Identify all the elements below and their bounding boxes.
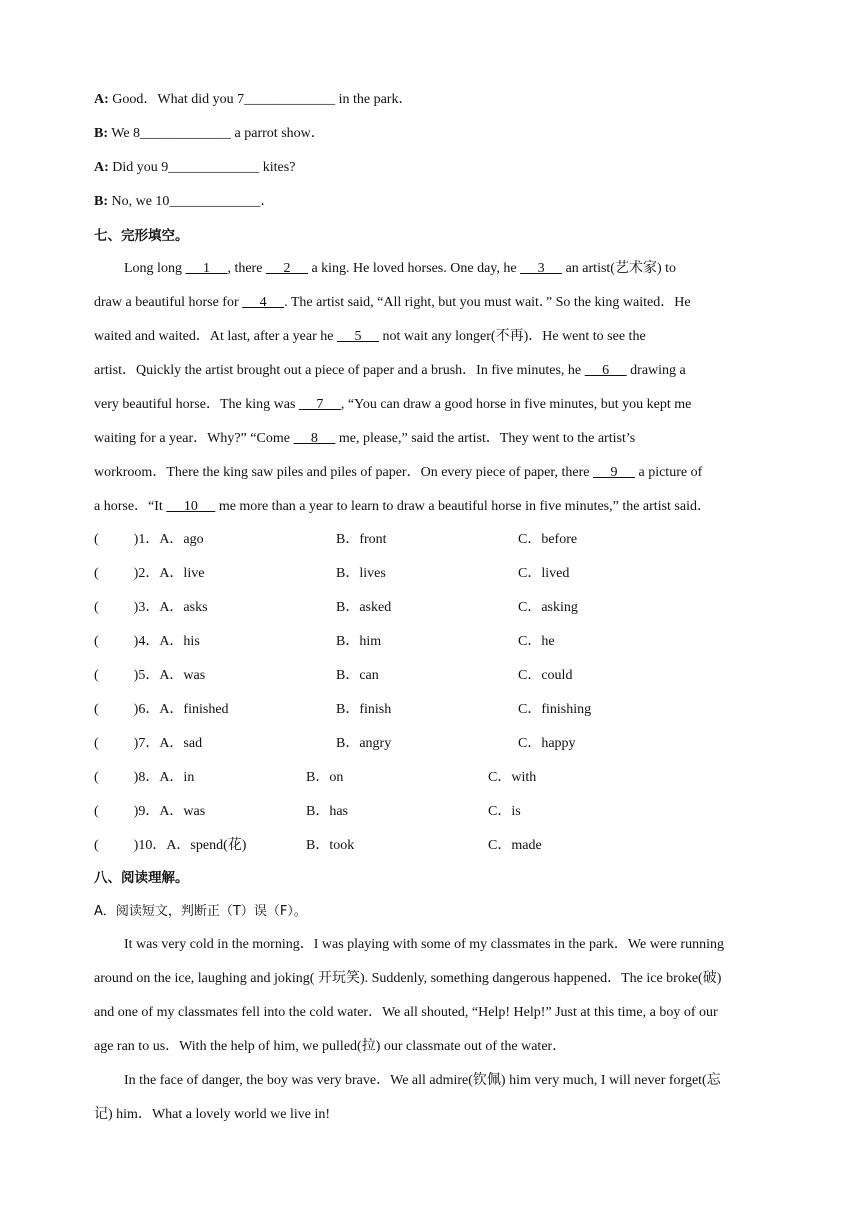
option-b: B．asked [336,600,392,615]
section-8-subtitle: A．阅读短文，判断正（T）误（F）。 [94,904,307,919]
question-number-and-option-a[interactable]: ( )3．A．asks [94,600,208,615]
cloze-passage-line [94,327,646,347]
option-c: C．with [488,770,537,785]
question-number-and-option-a[interactable]: ( )4．A．his [94,634,200,649]
option-c: C．could [518,668,573,683]
answer-blank[interactable]: 8 [293,431,336,446]
question-number-and-option-a[interactable]: ( )6．A．finished [94,702,229,717]
cloze-passage-line [94,395,691,415]
question-number-and-option-a[interactable]: ( )8．A．in [94,770,195,785]
dialogue-text: No, we 10_____________． [108,194,275,209]
option-c: C．is [488,804,521,819]
answer-blank[interactable]: 1 [185,261,228,276]
dialogue-text: Good．What did you 7_____________ in the park． [108,92,413,107]
option-b: B．finish [336,702,392,717]
passage-text: , there [227,261,266,276]
option-c: C．he [518,634,555,649]
passage-text: a horse．“It [94,499,167,514]
answer-blank[interactable]: 5 [336,329,379,344]
option-c: C．lived [518,566,570,581]
passage-text: drawing a [626,363,686,378]
cloze-passage-line [124,259,676,279]
passage-text: artist．Quickly the artist brought out a piece of paper and a brush．In five minutes, he [94,363,585,378]
option-c: C．finishing [518,702,592,717]
reading-passage-line: and one of my classmates fell into the cold water．We all shouted, “Help! Help!” Just at this time, a boy of our [94,1005,718,1020]
answer-blank[interactable]: 9 [592,465,635,480]
answer-blank[interactable]: 2 [265,261,308,276]
option-b: B．has [306,804,348,819]
dialogue-line-4 [94,192,274,212]
passage-text: a picture of [634,465,703,480]
option-c: C．made [488,838,542,853]
cloze-passage-line [94,497,711,517]
answer-blank[interactable]: 6 [584,363,627,378]
option-b: B．can [336,668,379,683]
option-b: B．angry [336,736,392,751]
passage-text: workroom．There the king saw piles and piles of paper．On every piece of paper, there [94,465,593,480]
passage-text: waited and waited．At last, after a year he [94,329,337,344]
section-8-title: 八、阅读理解。 [94,870,189,886]
option-c: C．before [518,532,578,547]
speaker-label: B: [94,126,108,141]
section-7-title: 七、完形填空。 [94,228,189,244]
option-b: B．took [306,838,355,853]
passage-text: , “You can draw a good horse in five minutes, but you kept me [340,397,692,412]
passage-text: . The artist said, “All right, but you must wait．” So the king waited．He [284,295,691,310]
passage-text: very beautiful horse．The king was [94,397,299,412]
option-b: B．front [336,532,387,547]
dialogue-text: We 8_____________ a parrot show． [108,126,325,141]
dialogue-line-3 [94,158,295,178]
passage-text: not wait any longer(不再)．He went to see the [378,329,646,344]
reading-passage-line: 记) him．What a lovely world we live in! [94,1107,330,1122]
passage-text: Long long [124,261,186,276]
reading-passage-line: In the face of danger, the boy was very brave．We all admire(钦佩) him very much, I will never forget(忘 [124,1073,721,1088]
speaker-label: A: [94,92,109,107]
passage-text: me, please,” said the artist．They went to the artist’s [335,431,636,446]
option-b: B．lives [336,566,386,581]
cloze-passage-line [94,293,691,313]
question-number-and-option-a[interactable]: ( )5．A．was [94,668,206,683]
question-number-and-option-a[interactable]: ( )7．A．sad [94,736,203,751]
question-number-and-option-a[interactable]: ( )10．A．spend(花) [94,838,247,853]
passage-text: waiting for a year．Why?” “Come [94,431,294,446]
option-c: C．happy [518,736,576,751]
option-c: C．asking [518,600,578,615]
question-number-and-option-a[interactable]: ( )1．A．ago [94,532,204,547]
question-number-and-option-a[interactable]: ( )9．A．was [94,804,206,819]
cloze-passage-line [94,463,702,483]
dialogue-line-2 [94,124,325,144]
dialogue-text: Did you 9_____________ kites? [108,160,296,175]
option-b: B．him [336,634,382,649]
answer-blank[interactable]: 4 [242,295,285,310]
passage-text: a king. He loved horses. One day, he [307,261,521,276]
reading-passage-line: It was very cold in the morning．I was playing with some of my classmates in the park．We were running [124,937,724,952]
passage-text: me more than a year to learn to draw a beautiful horse in five minutes,” the artist said． [215,499,711,514]
answer-blank[interactable]: 10 [166,499,216,514]
dialogue-line-1 [94,90,412,110]
answer-blank[interactable]: 3 [520,261,563,276]
reading-passage-line: around on the ice, laughing and joking( 开玩笑). Suddenly, something dangerous happened．The ice broke(破) [94,971,722,986]
cloze-passage-line [94,361,686,381]
passage-text: an artist(艺术家) to [562,261,677,276]
answer-blank[interactable]: 7 [298,397,341,412]
reading-passage-line: age ran to us．With the help of him, we pulled(拉) our classmate out of the water． [94,1039,567,1054]
speaker-label: A: [94,160,109,175]
option-b: B．on [306,770,344,785]
passage-text: draw a beautiful horse for [94,295,243,310]
cloze-passage-line [94,429,635,449]
question-number-and-option-a[interactable]: ( )2．A．live [94,566,205,581]
speaker-label: B: [94,194,108,209]
